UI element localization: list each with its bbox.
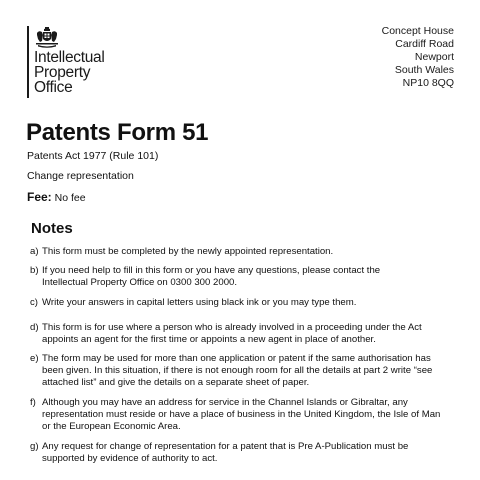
note-line: Intellectual Property Office on 0300 300 2000. [42, 277, 238, 288]
note-text [42, 441, 460, 465]
note-line: This form is for use where a person who is already involved in a proceeding under the Act [42, 322, 422, 333]
logo-line: Office [34, 79, 73, 96]
royal-coat-of-arms-icon [34, 26, 60, 48]
address-line: NP10 8QQ [402, 77, 454, 89]
note-line: Although you may have an address for service in the Channel Islands or Gibraltar, any [42, 397, 408, 408]
office-address [382, 25, 454, 90]
note-text [42, 297, 460, 309]
note-letter: g) [30, 441, 39, 452]
note-text [42, 397, 460, 433]
form-subtitle: Change representation [27, 170, 134, 182]
note-letter: b) [30, 265, 39, 276]
address-line: Concept House [381, 25, 454, 37]
address-line: South Wales [394, 64, 454, 76]
note-letter: a) [30, 246, 39, 257]
note-line: The form may be used for more than one application or patent if the same authorisation has [42, 353, 431, 364]
note-line: attached list” and give the details on a separate sheet of paper. [42, 377, 310, 388]
note-text [42, 246, 460, 258]
logo-wordmark [34, 50, 105, 95]
note-line: supported by evidence of authority to act. [42, 453, 218, 464]
note-line: appoints an agent for the first time or appoints a new agent in place of another. [42, 334, 376, 345]
fee-value: No fee [54, 192, 86, 204]
logo-rule [27, 26, 29, 98]
form-title: Patents Form 51 [26, 119, 209, 146]
note-text [42, 265, 460, 289]
logo-line: Property [34, 64, 91, 81]
note-text [42, 353, 460, 389]
note-line: This form must be completed by the newly appointed representation. [42, 246, 334, 257]
note-letter: d) [30, 322, 39, 333]
note-line: representation must reside or have a place of business in the United Kingdom, the Isle of Man [42, 409, 441, 420]
note-letter: c) [30, 297, 38, 308]
note-line: If you need help to fill in this form or you have any questions, please contact the [42, 265, 381, 276]
fee-line [27, 190, 86, 204]
act-reference: Patents Act 1977 (Rule 101) [27, 150, 159, 162]
note-text [42, 322, 460, 346]
logo-line: Intellectual [34, 49, 105, 66]
address-line: Cardiff Road [395, 38, 454, 50]
fee-label: Fee: [27, 190, 52, 204]
note-letter: e) [30, 353, 39, 364]
notes-heading: Notes [31, 220, 73, 237]
ipo-logo [27, 26, 167, 98]
note-line: or the European Economic Area. [42, 421, 181, 432]
note-line: Write your answers in capital letters using black ink or you may type them. [42, 297, 357, 308]
note-letter: f) [30, 397, 36, 408]
address-line: Newport [414, 51, 454, 63]
note-line: been given. In this situation, if there is not enough room for all the details at part 2 write “see [42, 365, 433, 376]
note-line: Any request for change of representation for a patent that is Pre A-Publication must be [42, 441, 409, 452]
